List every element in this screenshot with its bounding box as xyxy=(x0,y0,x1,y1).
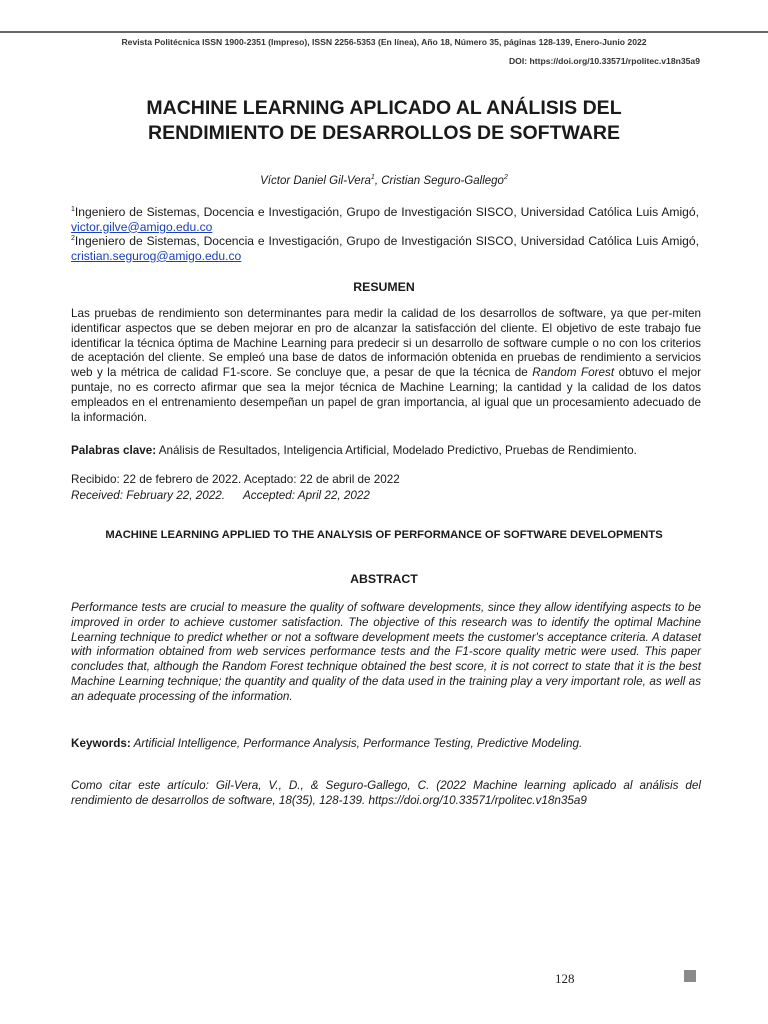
page-corner-square xyxy=(684,970,696,982)
palabras-clave xyxy=(71,444,701,459)
author-name: Víctor Daniel Gil-Vera xyxy=(260,175,371,187)
abstract-heading: ABSTRACT xyxy=(350,572,418,586)
email-link[interactable]: cristian.segurog@amigo.edu.co xyxy=(71,248,242,263)
header-rule xyxy=(0,31,768,33)
author-list xyxy=(0,175,768,187)
resumen-text: Las pruebas de rendimiento son determinantes para medir la calidad de los desarrollos de software, ya que per-miten identificar aspectos que se deben mejorar en pro de alcanzar la satisfacción del cliente. El objetivo de este trabajo fue identificar la técnica óptima de Machine Learning para predecir si un desarrollo de software cumple o no con los criterios de aceptación del cliente. Se empleó una base de datos de información obtenida en pruebas de rendimiento a servicios web y la métrica de calidad F1-score. Se concluye que, a pesar de que la técnica de xyxy=(71,307,701,380)
keywords-label: Palabras clave: xyxy=(71,444,157,457)
keywords-en xyxy=(71,737,701,752)
accepted-en: Accepted: April 22, 2022 xyxy=(242,489,370,502)
author-name: Cristian Seguro-Gallego xyxy=(381,175,504,187)
author-affiliation-marker: 2 xyxy=(503,174,508,182)
resumen-heading: RESUMEN xyxy=(353,280,415,294)
received-en: Received: February 22, 2022. xyxy=(71,489,225,502)
keywords-label: Keywords: xyxy=(71,737,131,750)
author-affiliation-marker: 1 xyxy=(370,174,375,182)
affiliation-1 xyxy=(71,205,699,234)
resumen-italic-term: Random Forest xyxy=(532,366,615,380)
affiliation-marker: 2 xyxy=(71,234,75,242)
resumen-body xyxy=(71,307,701,425)
email-link[interactable]: victor.gilve@amigo.edu.co xyxy=(71,219,213,234)
abstract-body: Performance tests are crucial to measure the quality of software developments, since they allow identifying aspects to be improved in order to achieve customer satisfaction. The objective of this research was to identify the optimal Machine Learning technique to predict whether or not a software development meets the customer's acceptance criteria. A dataset with information obtained from web services performance tests and the F1-score quality metric were used. This paper concludes that, although the Random Forest technique obtained the best score, it is not correct to state that it is the best Machine Learning technique; the quantity and quality of the data used in the training play a very important role, as well as an adequate processing of the information. xyxy=(71,601,701,703)
affiliation-2 xyxy=(71,234,699,263)
article-title: MACHINE LEARNING APLICADO AL ANÁLISIS DEL RENDIMIENTO DE DESARROLLOS DE SOFTWARE xyxy=(146,97,622,144)
doi-line: DOI: https://doi.org/10.33571/rpolitec.v18n35a9 xyxy=(508,56,700,66)
affiliation-marker: 1 xyxy=(71,205,75,213)
keywords-text: Análisis de Resultados, Inteligencia Artificial, Modelado Predictivo, Pruebas de Rendimiento. xyxy=(156,444,637,457)
english-title: MACHINE LEARNING APPLIED TO THE ANALYSIS OF PERFORMANCE OF SOFTWARE DEVELOPMENTS xyxy=(105,529,663,541)
resumen-text: obtuvo el mejor puntaje, no es correcto afirmar que sea la mejor técnica de Machine Learning; la cantidad y la calidad de los datos empleados en el entrenamiento desempeñan un papel de gran importancia, al igual que un procesamiento adecuado de la información. xyxy=(71,366,702,424)
received-date-en xyxy=(71,489,701,504)
journal-info: Revista Politécnica ISSN 1900-2351 (Impreso), ISSN 2256-5353 (En línea), Año 18, Número 35, páginas 128-139, Enero-Junio 2022 xyxy=(121,37,647,47)
page-number: 128 xyxy=(555,971,575,986)
citation: Como citar este artículo: Gil-Vera, V., D., & Seguro-Gallego, C. (2022 Machine learning aplicado al análisis del rendimiento de desarrollos de software, 18(35), 128-139. https://doi.org/10.33571/rpolitec.v18n35a9 xyxy=(71,779,701,807)
keywords-text: Artificial Intelligence, Performance Analysis, Performance Testing, Predictive Modeling. xyxy=(130,737,583,750)
author-separator: , xyxy=(374,175,382,187)
received-date-es: Recibido: 22 de febrero de 2022. Aceptado: 22 de abril de 2022 xyxy=(71,473,400,486)
affiliation-text: Ingeniero de Sistemas, Docencia e Investigación, Grupo de Investigación SISCO, Universidad Católica Luis Amigó, xyxy=(74,205,699,219)
affiliation-text: Ingeniero de Sistemas, Docencia e Investigación, Grupo de Investigación SISCO, Universidad Católica Luis Amigó, xyxy=(74,234,699,248)
